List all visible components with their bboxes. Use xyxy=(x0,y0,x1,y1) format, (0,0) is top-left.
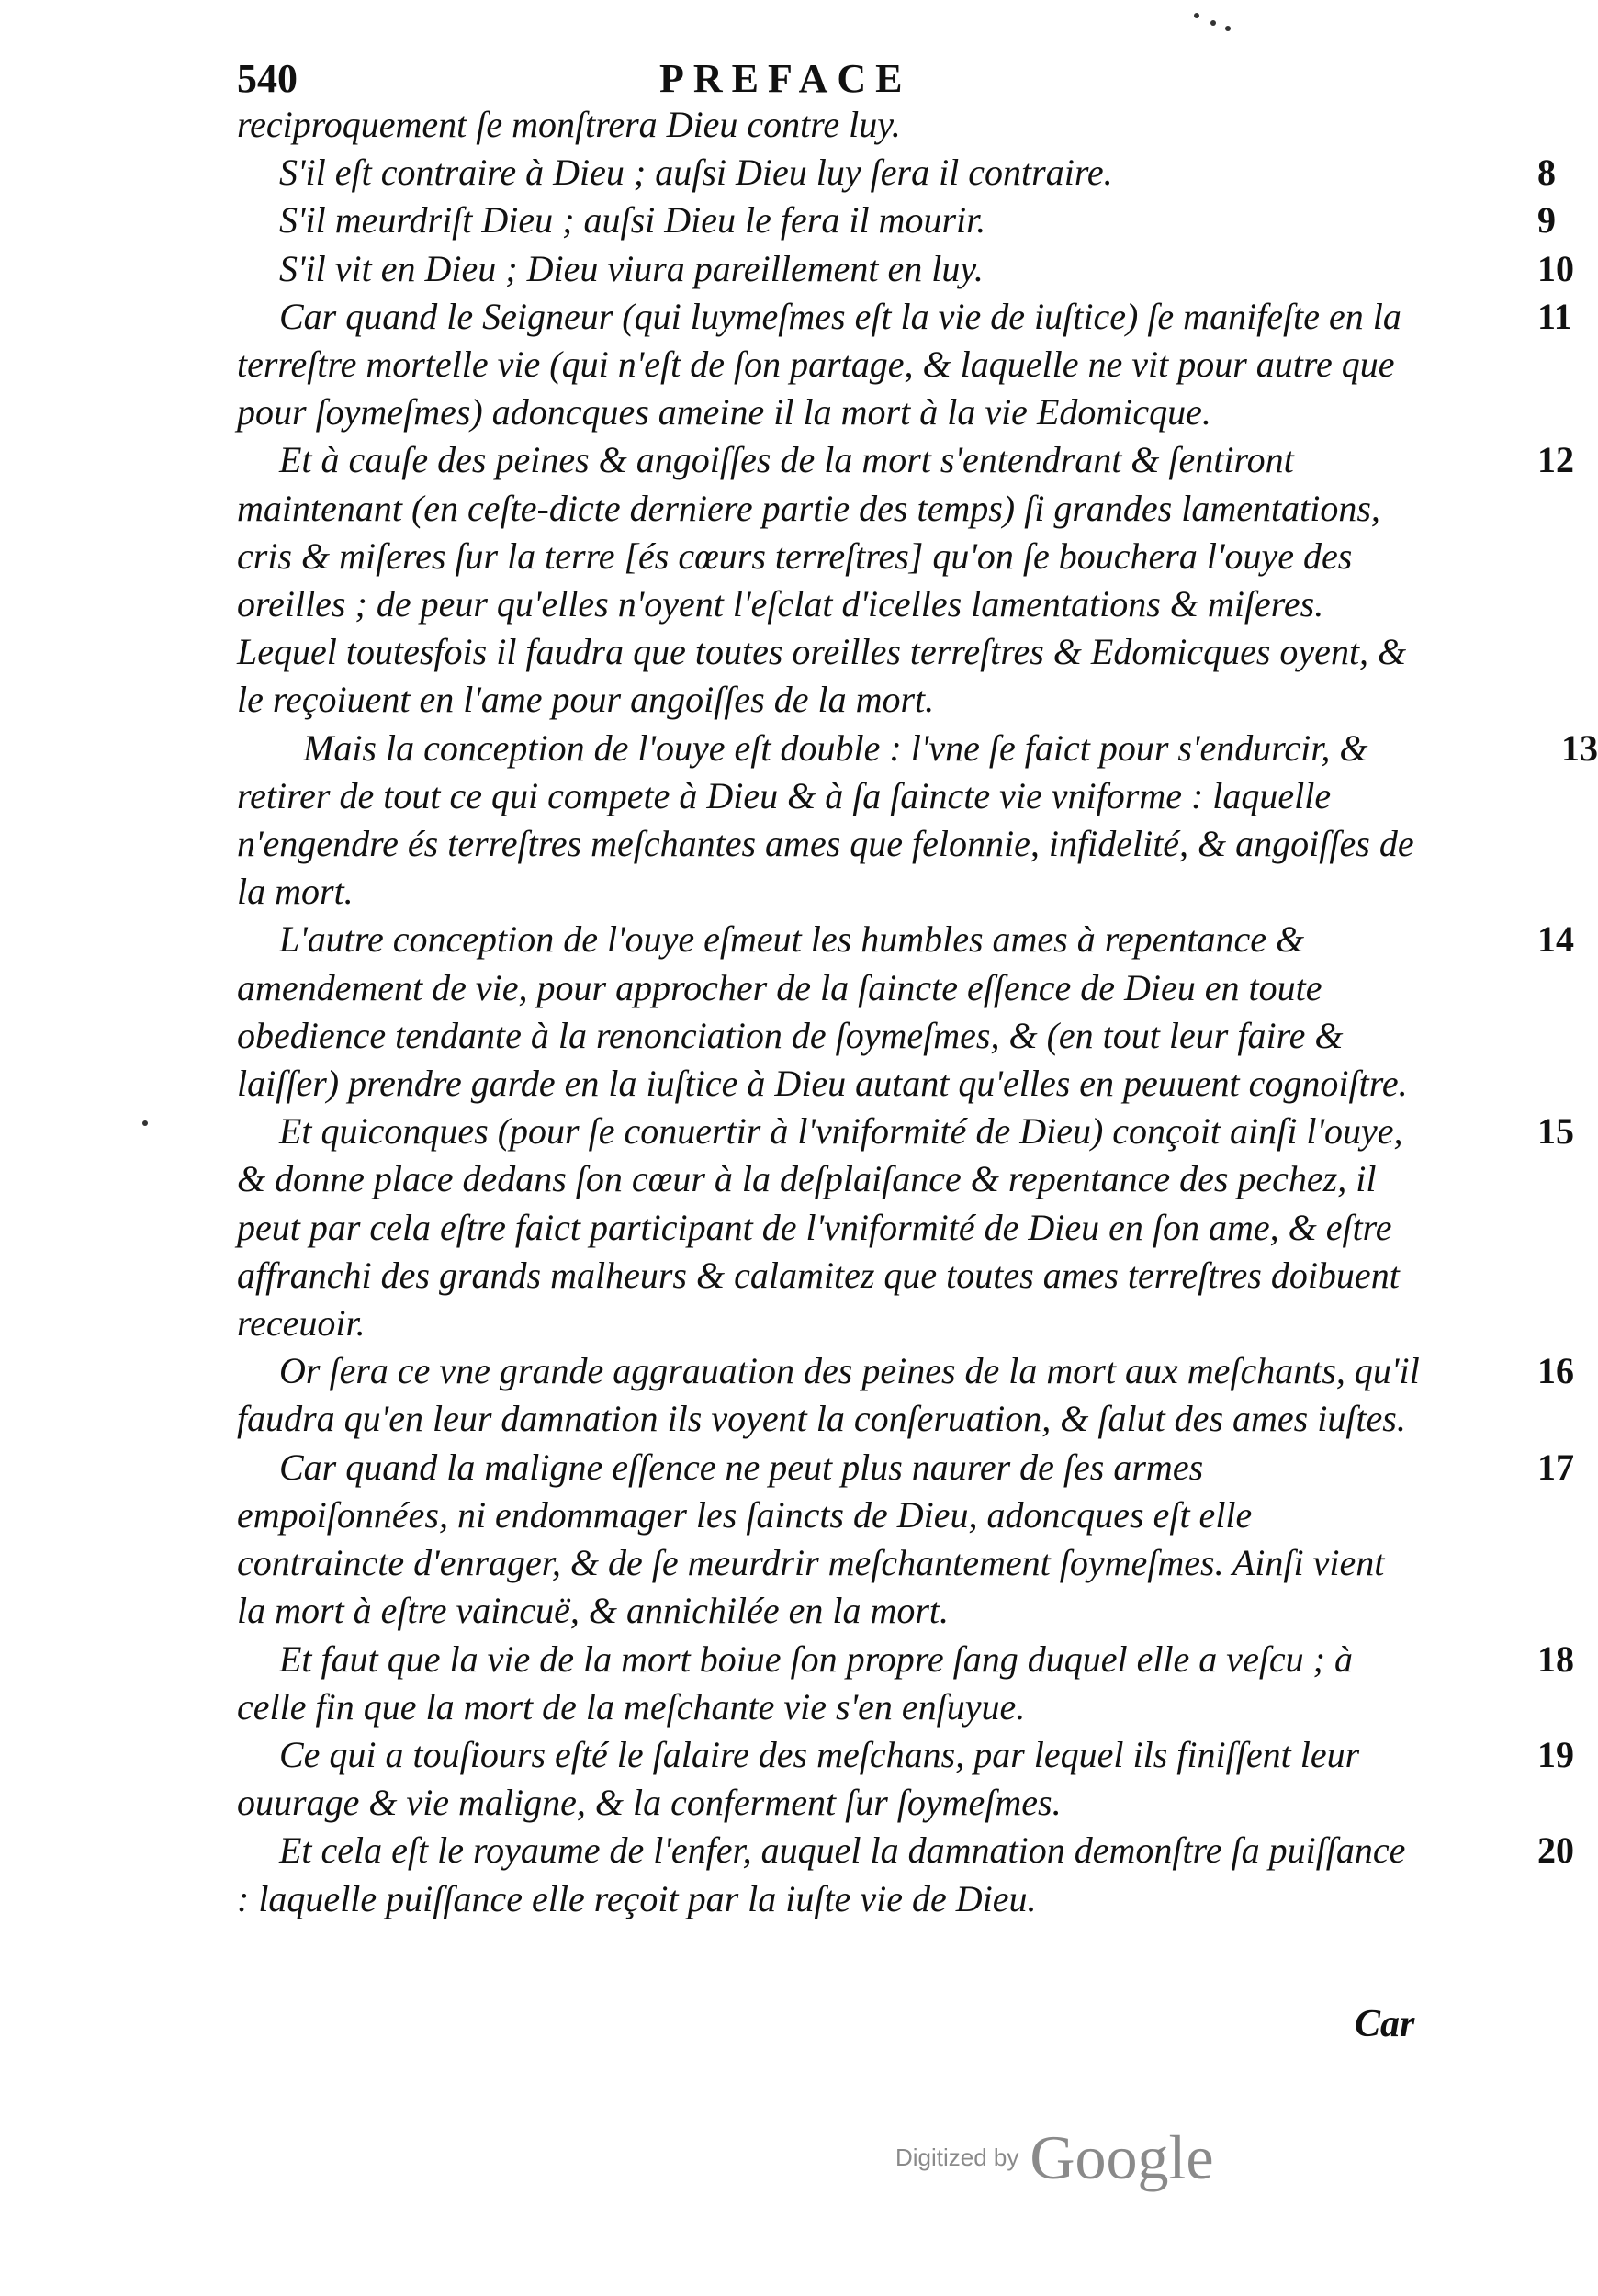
verse-number: 17 xyxy=(1537,1446,1574,1488)
verse-number: 19 xyxy=(1537,1733,1574,1775)
verse-number: 9 xyxy=(1537,199,1556,242)
verse-number: 18 xyxy=(1537,1638,1574,1680)
ink-speck xyxy=(1194,13,1199,18)
paragraph-text: S'il eſt contraire à Dieu ; auſsi Dieu luy ſera il contraire. xyxy=(279,152,1113,194)
verse-number: 16 xyxy=(1537,1350,1574,1392)
watermark-prefix: Digitized by xyxy=(895,2144,1019,2171)
paragraph xyxy=(237,149,1556,197)
ink-speck xyxy=(1210,20,1216,26)
verse-number: 8 xyxy=(1537,152,1556,194)
paragraph-text: L'autre conception de l'ouye eſmeut les humbles ames à repentance & amendement de vie, pour approcher de la ſaincte eſſence de Dieu en toute obedience tendante à la renonciation de ſoymeſmes, & (en tout leur faire & laiſſer) prendre garde en la iuſtice à Dieu autant qu'elles en peuuent cognoiſtre. xyxy=(237,918,1408,1105)
verse-number: 10 xyxy=(1537,247,1574,289)
paragraph xyxy=(237,436,1574,724)
paragraph xyxy=(237,1347,1574,1443)
paragraph-text: S'il vit en Dieu ; Dieu viura pareillement en luy. xyxy=(279,247,984,289)
paragraph xyxy=(237,1444,1574,1636)
paragraph-text: Ce qui a touſiours eſté le ſalaire des meſchans, par lequel ils finiſſent leur ouurage & vie maligne, & la conferment ſur ſoymeſmes. xyxy=(237,1733,1360,1824)
paragraph xyxy=(237,293,1572,437)
ink-speck xyxy=(142,1120,148,1126)
digitized-watermark xyxy=(895,2122,1214,2194)
paragraph xyxy=(237,245,1574,293)
running-title: PREFACE xyxy=(659,56,912,101)
paragraph xyxy=(237,725,1598,917)
catchword: Car xyxy=(1355,2003,1415,2045)
paragraph xyxy=(237,1108,1574,1347)
paragraph-text: Mais la conception de l'ouye eſt double : l'vne ſe faict pour s'endurcir, & retirer de tout ce qui compete à Dieu & à ſa ſaincte vie vniforme : laquelle n'engendre és terreſtres meſchantes ames que felonnie, infidelité, & angoiſſes de la mort. xyxy=(237,726,1414,913)
paragraph-text: reciproquement ſe monſtrera Dieu contre luy. xyxy=(237,104,901,145)
verse-number: 20 xyxy=(1537,1829,1574,1872)
page-number: 540 xyxy=(237,56,298,101)
verse-number: 13 xyxy=(1561,726,1598,769)
verse-number: 12 xyxy=(1537,439,1574,481)
paragraph-text: Et à cauſe des peines & angoiſſes de la mort s'entendrant & ſentiront maintenant (en ceſte-dicte derniere partie des temps) ſi grandes lamentations, cris & miſeres ſur la terre [és cœurs terreſtres] qu'on ſe bouchera l'ouye des oreilles ; de peur qu'elles n'oyent l'eſclat d'icelles lamentations & miſeres. Lequel toutesfois il faudra que toutes oreilles terreſtres & Edomicques oyent, & le reçoiuent en l'ame pour angoiſſes de la mort. xyxy=(237,439,1407,721)
paragraph xyxy=(237,101,1431,149)
paragraph xyxy=(237,916,1574,1108)
paragraph-text: Et faut que la vie de la mort boiue ſon propre ſang duquel elle a veſcu ; à celle fin que la mort de la meſchante vie s'en enſuyue. xyxy=(237,1638,1354,1728)
paragraph-text: S'il meurdriſt Dieu ; auſsi Dieu le fera il mourir. xyxy=(279,199,986,242)
body-text xyxy=(237,101,1598,1923)
paragraph xyxy=(237,1827,1574,1922)
paragraph xyxy=(237,1636,1574,1731)
google-logo: Google xyxy=(1030,2122,1214,2192)
verse-number: 15 xyxy=(1537,1110,1574,1153)
paragraph xyxy=(237,197,1556,244)
paragraph-text: Et cela eſt le royaume de l'enfer, auquel la damnation demonſtre ſa puiſſance : laquelle puiſſance elle reçoit par la iuſte vie de Dieu. xyxy=(237,1829,1406,1919)
paragraph-text: Et quiconques (pour ſe conuertir à l'vniformité de Dieu) conçoit ainſi l'ouye, & donne place dedans ſon cœur à la deſplaiſance & repentance des pechez, il peut par cela eſtre faict participant de l'vniformité de Dieu en ſon ame, & eſtre affranchi des grands malheurs & calamitez que toutes ames terreſtres doibuent receuoir. xyxy=(237,1110,1403,1345)
paragraph xyxy=(237,1731,1574,1827)
verse-number: 11 xyxy=(1537,295,1572,337)
paragraph-text: Car quand le Seigneur (qui luymeſmes eſt la vie de iuſtice) ſe manifeſte en la terreſtre mortelle vie (qui n'eſt de ſon partage, & laquelle ne vit pour autre que pour ſoymeſmes) adoncques ameine il la mort à la vie Edomicque. xyxy=(237,295,1401,433)
paragraph-text: Or ſera ce vne grande aggrauation des peines de la mort aux meſchants, qu'il faudra qu'en leur damnation ils voyent la conſeruation, & ſalut des ames iuſtes. xyxy=(237,1350,1420,1440)
verse-number: 14 xyxy=(1537,918,1574,961)
paragraph-text: Car quand la maligne eſſence ne peut plus naurer de ſes armes empoiſonnées, ni endommager les ſaincts de Dieu, adoncques eſt elle contraincte d'enrager, & de ſe meurdrir meſchantement ſoymeſmes. Ainſi vient la mort à eſtre vaincuë, & annichilée en la mort. xyxy=(237,1446,1385,1632)
ink-speck xyxy=(1225,26,1231,31)
